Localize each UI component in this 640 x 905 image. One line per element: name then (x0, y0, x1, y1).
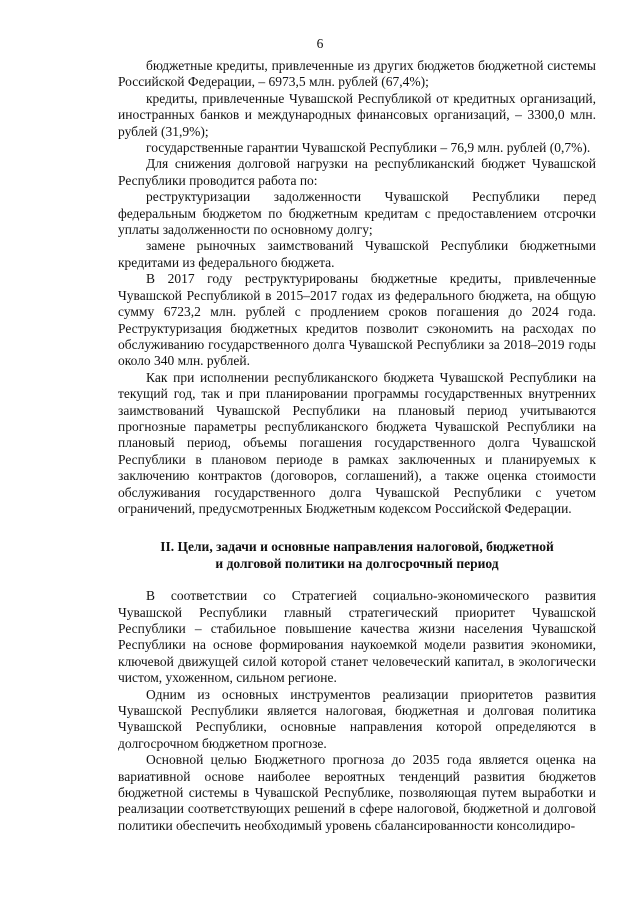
paragraph-strategy: В соответствии со Стратегией социально-экономического развития Чувашской Республики главный стратегический приоритет Чувашской Республики – стабильное повышение качества жизни населения Чувашской Республики на основе формирования наукоемкой модели развития экономики, ключевой движущей силой которой станет человеческий капитал, в экологически чистом, ухоженном, сильном регионе. (118, 588, 596, 686)
document-body (118, 58, 596, 834)
section-heading-line-2: и долговой политики на долгосрочный период (215, 555, 499, 571)
paragraph-replacement: замене рыночных заимствований Чувашской Республики бюджетными кредитами из федерального бюджета. (118, 238, 596, 270)
section-heading-line-1: II. Цели, задачи и основные направления налоговой, бюджетной (160, 539, 554, 555)
paragraph-budget-credits: бюджетные кредиты, привлеченные из других бюджетов бюджетной системы Российской Федерации, – 6973,5 млн. рублей (67,4%); (118, 58, 596, 90)
paragraph-restructuring: реструктуризации задолженности Чувашской Республики перед федеральным бюджетом по бюджетным кредитам с предоставлением отсрочки уплаты задолженности по основному долгу; (118, 189, 596, 238)
page-number: 6 (316, 36, 324, 51)
paragraph-debt-load-intro: Для снижения долговой нагрузки на республиканский бюджет Чувашской Республики проводится работа по: (118, 156, 596, 188)
paragraph-borrowing-planning: Как при исполнении республиканского бюджета Чувашской Республики на текущий год, так и при планировании программы государственных внутренних заимствований Чувашской Республики на плановый период учитываются прогнозные параметры республиканского бюджета Чувашской Республики на плановый период, объемы погашения государственного долга Чувашской Республики в плановом периоде в рамках заключенных и планируемых к заключению контрактов (договоров, соглашений), а также оценка стоимости обслуживания государственного долга Чувашской Республики с учетом ограничений, предусмотренных Бюджетным кодексом Российской Федерации. (118, 369, 596, 516)
paragraph-bank-credits: кредиты, привлеченные Чувашской Республикой от кредитных организаций, иностранных банков и международных финансовых организаций, – 3300,0 млн. рублей (31,9%); (118, 90, 596, 139)
section-heading (118, 539, 596, 572)
paragraph-state-guarantees: государственные гарантии Чувашской Республики – 76,9 млн. рублей (0,7%). (146, 140, 591, 156)
paragraph-instruments: Одним из основных инструментов реализации приоритетов развития Чувашской Республики является налоговая, бюджетная и долговая политика Чувашской Республики, основные направления которой определяются в долгосрочном бюджетном прогнозе. (118, 686, 596, 751)
paragraph-main-goal: Основной целью Бюджетного прогноза до 2035 года является оценка на вариативной основе наиболее вероятных тенденций развития бюджетов бюджетной системы в Чувашской Республике, позволяющая путем выработки и реализации соответствующих решений в сфере налоговой, бюджетной и долговой политики обеспечить необходимый уровень сбалансированности консолидиро- (118, 752, 596, 833)
paragraph-2017-restructuring: В 2017 году реструктурированы бюджетные кредиты, привлеченные Чувашской Республикой в 2015–2017 годах из федерального бюджета, на общую сумму 6723,2 млн. рублей с продлением сроков погашения до 2024 года. Реструктуризация бюджетных кредитов позволит сэкономить на расходах по обслуживанию государственного долга Чувашской Республики за 2018–2019 годы около 340 млн. рублей. (118, 271, 596, 369)
